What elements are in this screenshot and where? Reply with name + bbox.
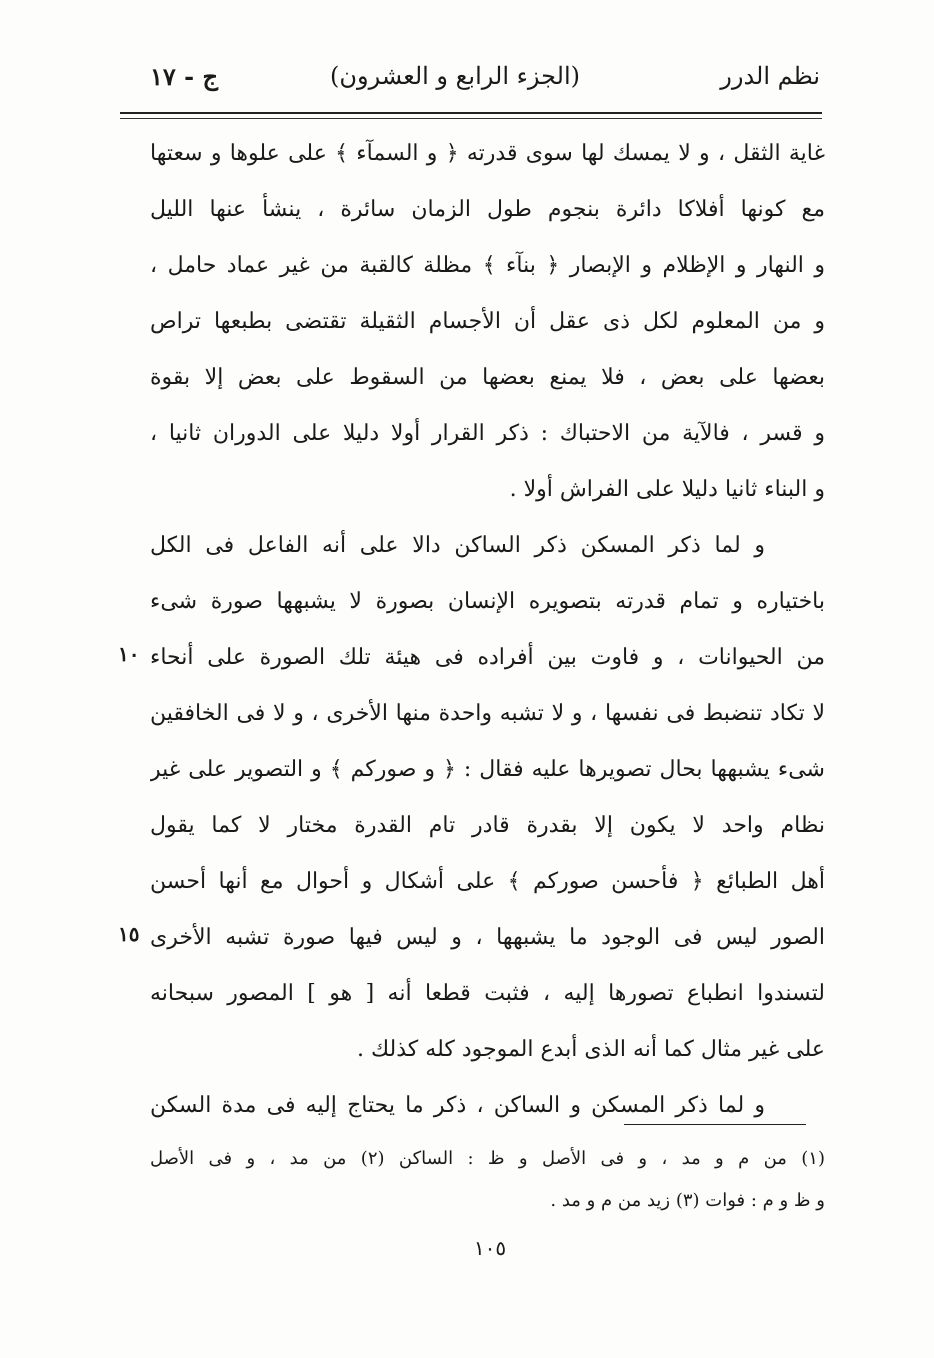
text-line: و النهار و الإظلام و الإبصار ﴿ بنآء ﴾ مظلة كالقبة من غير عماد حامل ، [150, 253, 825, 278]
line-number-10: ١٠ [118, 642, 140, 666]
footnotes [150, 1138, 825, 1222]
text-line: مع كونها أفلاكا دائرة بنجوم طول الزمان سائرة ، ينشأ عنها الليل [150, 197, 825, 222]
line-number-15: ١٥ [118, 922, 140, 946]
main-text [150, 126, 825, 1134]
book-title: نظم الدرر [720, 62, 820, 90]
text-line: و قسر ، فالآية من الاحتباك : ذكر القرار أولا دليلا على الدوران ثانيا ، [150, 421, 825, 446]
text-line: نظام واحد لا يكون إلا بقدرة قادر تام القدرة مختار لا كما يقول [150, 813, 825, 838]
text-line: على غير مثال كما أنه الذى أبدع الموجود كله كذلك . [357, 1037, 825, 1062]
text-line: بعضها على بعض ، فلا يمنع بعضها من السقوط على بعض إلا بقوة [150, 365, 825, 390]
text-line: شىء يشبهها بحال تصويرها عليه فقال : ﴿ و صوركم ﴾ و التصوير على غير [150, 757, 825, 782]
text-line: الصور ليس فى الوجود ما يشبهها ، و ليس فيها صورة تشبه الأخرى [150, 925, 825, 950]
text-line: و لما ذكر المسكن ذكر الساكن دالا على أنه الفاعل فى الكل [150, 533, 765, 558]
text-line: من الحيوانات ، و فاوت بين أفراده فى هيئة تلك الصورة على أنحاء [150, 645, 825, 670]
footnote-rule [624, 1124, 806, 1125]
header-rule-thin [120, 118, 822, 119]
text-line: لتسندوا انطباع تصورها إليه ، فثبت قطعا أنه [ هو ] المصور سبحانه [150, 981, 825, 1006]
footnote-line: (١) من م و مد ، و فى الأصل و ظ : الساكن (٢) من مد ، و فى الأصل [150, 1148, 825, 1169]
part-title: (الجزء الرابع و العشرون) [330, 62, 580, 90]
text-line: لا تكاد تنضبط فى نفسها ، و لا تشبه واحدة منها الأخرى ، و لا فى الخافقين [150, 701, 825, 726]
text-line: و من المعلوم لكل ذى عقل أن الأجسام الثقيلة تقتضى بطبعها تراص [150, 309, 825, 334]
text-line: أهل الطبائع ﴿ فأحسن صوركم ﴾ على أشكال و أحوال مع أنها أحسن [150, 869, 825, 894]
volume-reference: ج - ١٧ [150, 62, 218, 91]
running-header [120, 58, 820, 102]
page-number: ١٠٥ [473, 1236, 507, 1260]
text-line: و البناء ثانيا دليلا على الفراش أولا . [509, 477, 825, 502]
text-line: و لما ذكر المسكن و الساكن ، ذكر ما يحتاج إليه فى مدة السكن [150, 1093, 765, 1118]
footnote-line: و ظ و م : فوات (٣) زيد من م و مد . [550, 1190, 825, 1211]
header-rule [120, 112, 822, 114]
text-line: باختياره و تمام قدرته بتصويره الإنسان بصورة لا يشبهها صورة شىء [150, 589, 825, 614]
text-line: غاية الثقل ، و لا يمسك لها سوى قدرته ﴿ و السمآء ﴾ على علوها و سعتها [150, 141, 825, 166]
